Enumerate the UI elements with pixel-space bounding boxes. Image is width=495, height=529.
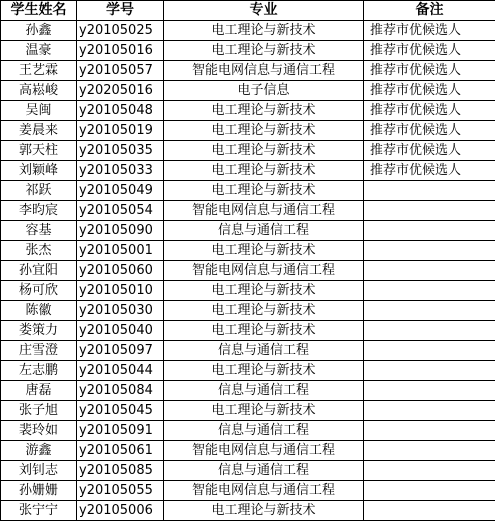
cell-major: 电工理论与新技术	[164, 281, 364, 301]
header-row	[1, 1, 495, 21]
table-row	[1, 161, 495, 181]
cell-name: 刘颖峰	[1, 161, 77, 181]
table-row	[1, 421, 495, 441]
cell-note	[364, 281, 495, 301]
cell-student-id: y20105001	[77, 241, 164, 261]
table-row	[1, 41, 495, 61]
cell-major: 电工理论与新技术	[164, 21, 364, 41]
cell-student-id: y20105019	[77, 121, 164, 141]
table-row	[1, 61, 495, 81]
cell-major: 电工理论与新技术	[164, 41, 364, 61]
cell-student-id: y20105045	[77, 401, 164, 421]
cell-name: 杨可欣	[1, 281, 77, 301]
cell-major: 电工理论与新技术	[164, 361, 364, 381]
cell-major: 电工理论与新技术	[164, 321, 364, 341]
cell-student-id: y20105097	[77, 341, 164, 361]
cell-name: 郭天柱	[1, 141, 77, 161]
cell-student-id: y20105035	[77, 141, 164, 161]
cell-note	[364, 401, 495, 421]
cell-student-id: y20105057	[77, 61, 164, 81]
cell-name: 孙宜阳	[1, 261, 77, 281]
table-row	[1, 401, 495, 421]
cell-note	[364, 201, 495, 221]
cell-major: 智能电网信息与通信工程	[164, 201, 364, 221]
table-row	[1, 481, 495, 501]
cell-student-id: y20105010	[77, 281, 164, 301]
cell-major: 电工理论与新技术	[164, 141, 364, 161]
cell-name: 祁跃	[1, 181, 77, 201]
table-row	[1, 81, 495, 101]
cell-name: 高崧峻	[1, 81, 77, 101]
cell-name: 姜晨来	[1, 121, 77, 141]
cell-major: 电工理论与新技术	[164, 161, 364, 181]
cell-name: 刘钊志	[1, 461, 77, 481]
cell-note	[364, 501, 495, 521]
cell-name: 张子旭	[1, 401, 77, 421]
cell-student-id: y20105055	[77, 481, 164, 501]
cell-student-id: y20105054	[77, 201, 164, 221]
cell-note	[364, 481, 495, 501]
table-row	[1, 301, 495, 321]
cell-name: 左志鹏	[1, 361, 77, 381]
cell-major: 电工理论与新技术	[164, 301, 364, 321]
cell-major: 电子信息	[164, 81, 364, 101]
cell-note: 推荐市优候选人	[364, 21, 495, 41]
cell-major: 电工理论与新技术	[164, 401, 364, 421]
cell-major: 电工理论与新技术	[164, 101, 364, 121]
table-row	[1, 281, 495, 301]
cell-name: 唐磊	[1, 381, 77, 401]
table-row	[1, 341, 495, 361]
cell-name: 容基	[1, 221, 77, 241]
cell-name: 孙鑫	[1, 21, 77, 41]
cell-note	[364, 221, 495, 241]
cell-major: 信息与通信工程	[164, 221, 364, 241]
cell-note	[364, 421, 495, 441]
table-row	[1, 361, 495, 381]
cell-student-id: y20105090	[77, 221, 164, 241]
cell-note: 推荐市优候选人	[364, 141, 495, 161]
table-row	[1, 381, 495, 401]
cell-note	[364, 181, 495, 201]
cell-major: 智能电网信息与通信工程	[164, 481, 364, 501]
cell-major: 电工理论与新技术	[164, 501, 364, 521]
table-row	[1, 261, 495, 281]
cell-name: 温豪	[1, 41, 77, 61]
cell-student-id: y20105085	[77, 461, 164, 481]
cell-student-id: y20105016	[77, 41, 164, 61]
cell-note: 推荐市优候选人	[364, 41, 495, 61]
cell-student-id: y20105061	[77, 441, 164, 461]
cell-major: 信息与通信工程	[164, 341, 364, 361]
cell-note: 推荐市优候选人	[364, 101, 495, 121]
cell-note	[364, 381, 495, 401]
table-row	[1, 121, 495, 141]
table-row	[1, 501, 495, 521]
cell-student-id: y20105084	[77, 381, 164, 401]
cell-student-id: y20105040	[77, 321, 164, 341]
table-row	[1, 201, 495, 221]
cell-student-id: y20105049	[77, 181, 164, 201]
cell-name: 张杰	[1, 241, 77, 261]
cell-name: 陈徽	[1, 301, 77, 321]
cell-major: 电工理论与新技术	[164, 181, 364, 201]
cell-major: 信息与通信工程	[164, 381, 364, 401]
cell-major: 信息与通信工程	[164, 461, 364, 481]
cell-note	[364, 241, 495, 261]
cell-name: 张宁宁	[1, 501, 77, 521]
table-row	[1, 101, 495, 121]
cell-major: 智能电网信息与通信工程	[164, 261, 364, 281]
cell-name: 娄策力	[1, 321, 77, 341]
table-body	[1, 21, 495, 521]
header-major: 专业	[164, 1, 364, 21]
cell-student-id: y20205016	[77, 81, 164, 101]
cell-note: 推荐市优候选人	[364, 121, 495, 141]
cell-name: 吴闽	[1, 101, 77, 121]
cell-major: 信息与通信工程	[164, 421, 364, 441]
cell-note	[364, 461, 495, 481]
cell-student-id: y20105033	[77, 161, 164, 181]
cell-student-id: y20105044	[77, 361, 164, 381]
cell-name: 王艺霖	[1, 61, 77, 81]
cell-name: 李昀宸	[1, 201, 77, 221]
cell-major: 电工理论与新技术	[164, 241, 364, 261]
table-row	[1, 221, 495, 241]
cell-name: 庄雪澄	[1, 341, 77, 361]
cell-student-id: y20105025	[77, 21, 164, 41]
table-row	[1, 321, 495, 341]
cell-name: 孙姗姗	[1, 481, 77, 501]
cell-major: 电工理论与新技术	[164, 121, 364, 141]
cell-note: 推荐市优候选人	[364, 161, 495, 181]
cell-note: 推荐市优候选人	[364, 81, 495, 101]
table-row	[1, 181, 495, 201]
cell-note: 推荐市优候选人	[364, 61, 495, 81]
cell-student-id: y20105060	[77, 261, 164, 281]
table-row	[1, 461, 495, 481]
cell-name: 游鑫	[1, 441, 77, 461]
cell-student-id: y20105030	[77, 301, 164, 321]
cell-note	[364, 361, 495, 381]
cell-student-id: y20105048	[77, 101, 164, 121]
cell-name: 裴玲如	[1, 421, 77, 441]
table-row	[1, 241, 495, 261]
cell-note	[364, 261, 495, 281]
cell-major: 智能电网信息与通信工程	[164, 441, 364, 461]
cell-major: 智能电网信息与通信工程	[164, 61, 364, 81]
table-row	[1, 141, 495, 161]
table-row	[1, 441, 495, 461]
cell-note	[364, 321, 495, 341]
header-name: 学生姓名	[1, 1, 77, 21]
header-student-id: 学号	[77, 1, 164, 21]
cell-note	[364, 301, 495, 321]
cell-note	[364, 441, 495, 461]
table-row	[1, 21, 495, 41]
cell-student-id: y20105006	[77, 501, 164, 521]
cell-student-id: y20105091	[77, 421, 164, 441]
header-note: 备注	[364, 1, 495, 21]
cell-note	[364, 341, 495, 361]
